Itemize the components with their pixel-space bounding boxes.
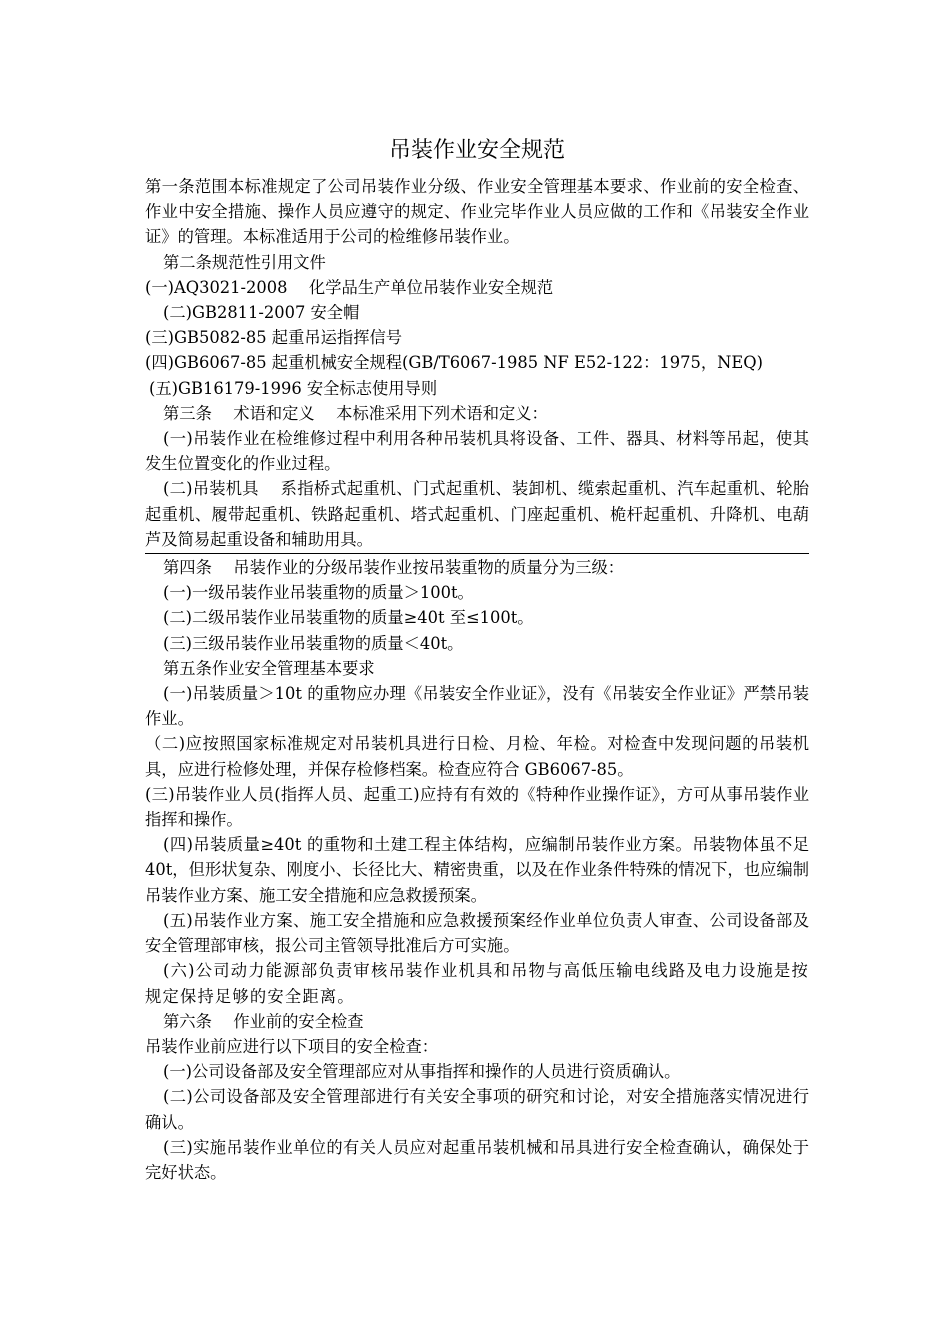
reference-item-5: (五)GB16179-1996 安全标志使用导则 [149, 378, 438, 398]
definition-item-1: (一)吊装作业在检维修过程中利用各种吊装机具将设备、工件、器具、材料等吊起，使其发生位置变化的作业过程。 [145, 429, 809, 474]
pre-check-intro: 吊装作业前应进行以下项目的安全检查： [145, 1036, 439, 1056]
paragraph-article-6: 第六条 作业前的安全检查 [163, 1011, 364, 1031]
paragraph-article-4: 第四条 吊装作业的分级吊装作业按吊装重物的质量分为三级： [163, 558, 625, 578]
requirement-item-5: (五)吊装作业方案、施工安全措施和应急救援预案经作业单位负责人审查、公司设备部及安全管理部审核，报公司主管领导批准后方可实施。 [145, 910, 809, 956]
pre-check-item-3: (三)实施吊装作业单位的有关人员应对起重吊装机械和吊具进行安全检查确认，确保处于完好状态。 [145, 1137, 809, 1182]
document-body [145, 174, 809, 1185]
document-title: 吊装作业安全规范 [388, 138, 565, 163]
pre-check-item-2: (二)公司设备部及安全管理部进行有关安全事项的研究和讨论，对安全措施落实情况进行确认。 [145, 1087, 809, 1132]
grade-item-1: (一)一级吊装作业吊装重物的质量＞100t。 [163, 583, 474, 603]
requirement-item-3: (三)吊装作业人员(指挥人员、起重工)应持有有效的《特种作业操作证》，方可从事吊装作业指挥和操作。 [145, 784, 809, 830]
horizontal-rule [145, 553, 809, 554]
paragraph-article-1: 第一条范围本标准规定了公司吊装作业分级、作业安全管理基本要求、作业前的安全检查、作业中安全措施、操作人员应遵守的规定、作业完毕作业人员应做的工作和《吊装安全作业证》的管理。本标准适用于公司的检维修吊装作业。 [145, 177, 809, 247]
paragraph-article-3: 第三条 术语和定义 本标准采用下列术语和定义： [163, 403, 548, 423]
requirement-item-1: (一)吊装质量＞10t 的重物应办理《吊装安全作业证》，没有《吊装安全作业证》严禁吊装作业。 [145, 684, 809, 729]
reference-item-1: (一)AQ3021-2008 化学品生产单位吊装作业安全规范 [145, 277, 554, 297]
grade-item-2: (二)二级吊装作业吊装重物的质量≥40t 至≤100t。 [163, 608, 534, 628]
grade-item-3: (三)三级吊装作业吊装重物的质量＜40t。 [163, 633, 464, 653]
reference-item-3: (三)GB5082-85 起重吊运指挥信号 [145, 328, 403, 348]
requirement-item-2: （二)应按照国家标准规定对吊装机具进行日检、月检、年检。对检查中发现问题的吊装机具，应进行检修处理，并保存检修档案。检查应符合 GB6067-85。 [145, 734, 809, 779]
definition-item-2: (二)吊装机具 系指桥式起重机、门式起重机、装卸机、缆索起重机、汽车起重机、轮胎起重机、履带起重机、铁路起重机、塔式起重机、门座起重机、桅杆起重机、升降机、电葫芦及简易起重设备和辅助用具。 [145, 479, 809, 549]
requirement-item-4: (四)吊装质量≥40t 的重物和土建工程主体结构，应编制吊装作业方案。吊装物体虽不足 40t，但形状复杂、刚度小、长径比大、精密贵重，以及在作业条件特殊的情况下，也应编制吊装作业方案、施工安全措施和应急救援预案。 [145, 835, 809, 905]
reference-item-2: (二)GB2811-2007 安全帽 [163, 303, 360, 323]
paragraph-article-5: 第五条作业安全管理基本要求 [163, 658, 375, 678]
requirement-item-6: (六)公司动力能源部负责审核吊装作业机具和吊物与高低压输电线路及电力设施是按规定保持足够的安全距离。 [145, 961, 809, 1006]
reference-item-4: (四)GB6067-85 起重机械安全规程(GB/T6067-1985 NF E52-122：1975，NEQ) [145, 353, 763, 373]
paragraph-article-2: 第二条规范性引用文件 [163, 252, 326, 272]
pre-check-item-1: (一)公司设备部及安全管理部应对从事指挥和操作的人员进行资质确认。 [163, 1062, 681, 1082]
